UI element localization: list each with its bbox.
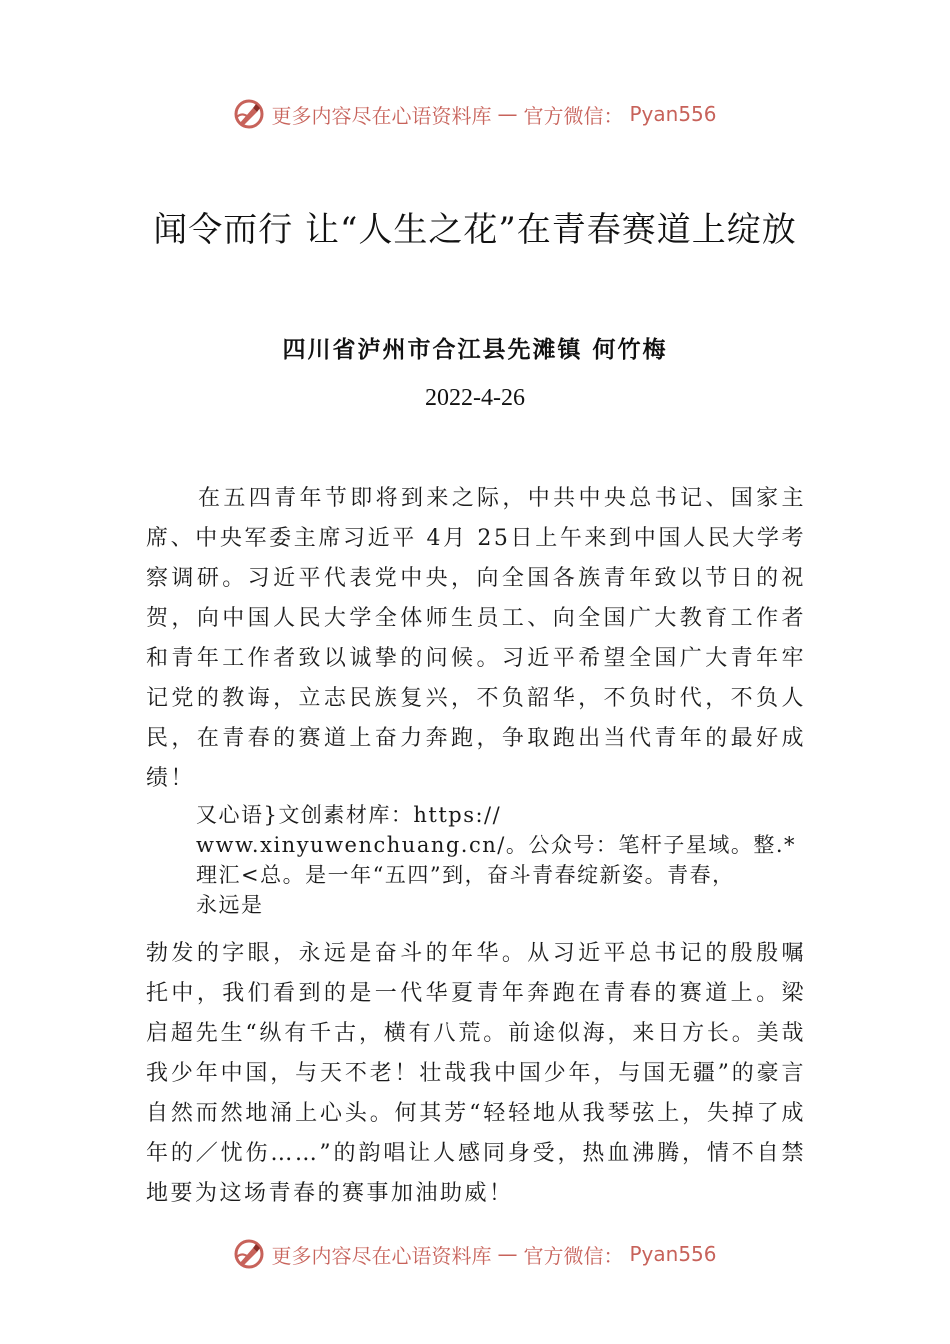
page-title: 闻令而行 让“人生之花”在青春赛道上绽放 [153,210,797,250]
footer-banner [0,1234,950,1274]
banner-wechat-label: 官方微信： [523,103,624,128]
banner-dash: — [497,1242,518,1266]
ad-line-3: 理汇<总。是一年“五四”到，奋斗青春绽新姿。青春， [196,863,735,887]
ad-line-2: www.xinyuwenchuang.cn/。公众号：笔杆子星域。整.* [196,833,797,857]
banner-account: Pyan556 [629,102,717,126]
banner-brand: 更多内容尽在心语资料库 [271,103,492,128]
banner-account: Pyan556 [629,1242,717,1266]
date-line: 2022-4-26 [425,385,525,411]
author-line: 四川省泸州市合江县先滩镇 何竹梅 [282,336,668,363]
banner-dash: — [497,102,518,126]
banner-brand: 更多内容尽在心语资料库 [271,1243,492,1268]
body-paragraph-2: 勃发的字眼，永远是奋斗的年华。从习近平总书记的殷殷嘱托中，我们看到的是一代华夏青年奔跑在青春的赛道上。梁启超先生“纵有千古，横有八荒。前途似海，来日方长。美哉我少年中国，与天不老！壮哉我中国少年，与国无疆”的豪言自然而然地涌上心头。何其芳“轻轻地从我琴弦上，失掉了成年的／忧伤……”的韵唱让人感同身受，热血沸腾，情不自禁地要为这场青春的赛事加油助威！ [146,941,806,1206]
banner-wechat-label: 官方微信： [523,1243,624,1268]
watermark-ad-block [196,800,816,920]
pen-logo-icon [233,98,265,130]
pen-logo-icon [233,1238,265,1270]
header-banner [0,94,950,134]
ad-line-1: 又心语}文创素材库：https:// [196,803,502,827]
body-paragraph-1: 在五四青年节即将到来之际，中共中央总书记、国家主席、中央军委主席习近平 4月 25日上午来到中国人民大学考察调研。习近平代表党中央，向全国各族青年致以节日的祝贺，向中国人民大学全体师生员工、向全国广大教育工作者和青年工作者致以诚挚的问候。习近平希望全国广大青年牢记党的教诲，立志民族复兴，不负韶华，不负时代，不负人民，在青春的赛道上奋力奔跑，争取跑出当代青年的最好成绩！ [146,486,806,791]
ad-line-4: 永远是 [196,893,264,917]
